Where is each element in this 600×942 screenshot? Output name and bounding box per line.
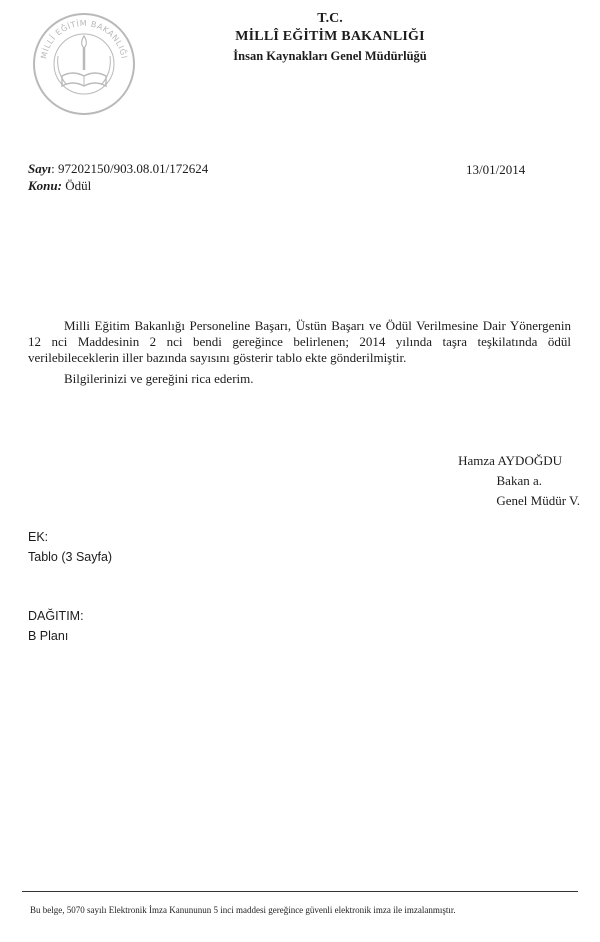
reference-number-value: : 97202150/903.08.01/172624 [51, 161, 209, 176]
subject-value: Ödül [65, 178, 92, 193]
signatory-name: Hamza AYDOĞDU [458, 453, 562, 468]
distribution-item: B Planı [28, 629, 69, 643]
seal-text: MİLLÎ EĞİTİM BAKANLIĞI [39, 18, 129, 60]
letterhead-ministry: MİLLÎ EĞİTİM BAKANLIĞI [235, 29, 425, 44]
signatory-title-2: Genel Müdür V. [496, 493, 580, 508]
closing-paragraph: Bilgilerinizi ve gereğini rica ederim. [64, 371, 254, 386]
distribution-section [28, 606, 84, 646]
letterhead [150, 10, 510, 65]
reference-number-label: Sayı [28, 161, 52, 176]
signature-block [440, 451, 580, 511]
footer-divider [22, 891, 578, 892]
distribution-label: DAĞITIM: [28, 609, 84, 623]
attachment-item: Tablo (3 Sayfa) [28, 550, 113, 564]
reference-number-row [28, 160, 208, 177]
attachments-section [28, 527, 112, 567]
ministry-seal-logo [30, 10, 138, 118]
subject-row [28, 177, 208, 194]
document-meta [28, 160, 208, 194]
subject-label: Konu: [28, 178, 62, 193]
signatory-title-1: Bakan a. [496, 473, 542, 488]
body-paragraph: Milli Eğitim Bakanlığı Personeline Başarı, Üstün Başarı ve Ödül Verilmesine Dair Yönergenin 12 nci Maddesinin 2 nci bendi gereğince belirlenen; 2014 yılında taşra teşkilatında ödül verilebileceklerin iller bazında sayısını gösterir tablo ekte gönderilmiştir. [28, 318, 571, 365]
e-signature-footer-note: Bu belge, 5070 sayılı Elektronik İmza Kanununun 5 inci maddesi gereğince güvenli elektronik imza ile imzalanmıştır. [30, 905, 456, 915]
attachments-label: EK: [28, 530, 49, 544]
letterhead-department: İnsan Kaynakları Genel Müdürlüğü [233, 49, 427, 63]
letter-body [28, 318, 571, 387]
document-date: 13/01/2014 [466, 162, 526, 177]
letterhead-country: T.C. [317, 11, 343, 26]
